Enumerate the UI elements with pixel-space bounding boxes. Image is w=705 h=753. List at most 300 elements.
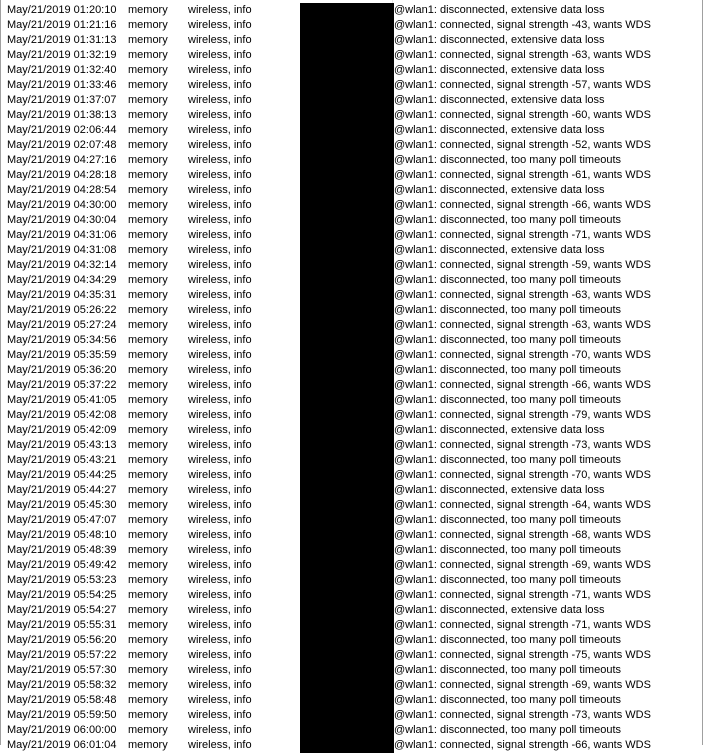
log-row[interactable] — [2, 708, 702, 723]
log-message: @wlan1: connected, signal strength -52, wants WDS — [394, 139, 651, 151]
log-message: @wlan1: connected, signal strength -75, wants WDS — [394, 649, 651, 661]
log-buffer: memory — [128, 289, 168, 301]
log-time: May/21/2019 05:54:27 — [7, 604, 117, 616]
log-prefix-redacted — [300, 153, 394, 168]
log-message: @wlan1: connected, signal strength -63, wants WDS — [394, 289, 651, 301]
log-topics: wireless, info — [188, 79, 252, 91]
log-row[interactable] — [2, 168, 702, 183]
log-prefix-redacted — [300, 738, 394, 753]
log-buffer: memory — [128, 199, 168, 211]
log-buffer: memory — [128, 304, 168, 316]
log-buffer: memory — [128, 724, 168, 736]
log-prefix-redacted — [300, 513, 394, 528]
log-message: @wlan1: disconnected, extensive data loss — [394, 124, 605, 136]
log-topics: wireless, info — [188, 634, 252, 646]
log-buffer: memory — [128, 529, 168, 541]
log-buffer: memory — [128, 514, 168, 526]
log-topics: wireless, info — [188, 304, 252, 316]
log-buffer: memory — [128, 124, 168, 136]
log-buffer: memory — [128, 94, 168, 106]
log-topics: wireless, info — [188, 649, 252, 661]
log-time: May/21/2019 04:31:08 — [7, 244, 117, 256]
log-buffer: memory — [128, 154, 168, 166]
log-topics: wireless, info — [188, 184, 252, 196]
log-buffer: memory — [128, 394, 168, 406]
log-time: May/21/2019 05:27:24 — [7, 319, 117, 331]
log-time: May/21/2019 05:41:05 — [7, 394, 117, 406]
log-message: @wlan1: connected, signal strength -64, wants WDS — [394, 499, 651, 511]
log-message: @wlan1: disconnected, too many poll timeouts — [394, 664, 622, 676]
log-message: @wlan1: disconnected, too many poll timeouts — [394, 214, 622, 226]
log-buffer: memory — [128, 469, 168, 481]
log-row[interactable] — [2, 258, 702, 273]
log-time: May/21/2019 04:30:00 — [7, 199, 117, 211]
log-time: May/21/2019 01:20:10 — [7, 4, 117, 16]
log-row[interactable] — [2, 108, 702, 123]
log-message: @wlan1: connected, signal strength -66, wants WDS — [394, 379, 651, 391]
log-time: May/21/2019 06:01:04 — [7, 739, 117, 751]
log-row[interactable] — [2, 153, 702, 168]
log-prefix-redacted — [300, 213, 394, 228]
log-message: @wlan1: disconnected, extensive data loss — [394, 184, 605, 196]
log-topics: wireless, info — [188, 154, 252, 166]
log-time: May/21/2019 05:48:39 — [7, 544, 117, 556]
log-message: @wlan1: connected, signal strength -66, wants WDS — [394, 199, 651, 211]
log-buffer: memory — [128, 244, 168, 256]
log-time: May/21/2019 05:43:21 — [7, 454, 117, 466]
log-topics: wireless, info — [188, 589, 252, 601]
log-message: @wlan1: disconnected, extensive data loss — [394, 64, 605, 76]
log-topics: wireless, info — [188, 124, 252, 136]
log-topics: wireless, info — [188, 454, 252, 466]
log-prefix-redacted — [300, 288, 394, 303]
log-buffer: memory — [128, 544, 168, 556]
log-prefix-redacted — [300, 33, 394, 48]
log-topics: wireless, info — [188, 469, 252, 481]
log-topics: wireless, info — [188, 34, 252, 46]
log-buffer: memory — [128, 34, 168, 46]
log-time: May/21/2019 04:35:31 — [7, 289, 117, 301]
log-message: @wlan1: disconnected, too many poll timeouts — [394, 364, 622, 376]
log-message: @wlan1: disconnected, too many poll timeouts — [394, 694, 622, 706]
log-topics: wireless, info — [188, 169, 252, 181]
log-prefix-redacted — [300, 663, 394, 678]
log-time: May/21/2019 05:57:30 — [7, 664, 117, 676]
log-buffer: memory — [128, 439, 168, 451]
log-row[interactable] — [2, 33, 702, 48]
log-row[interactable] — [2, 303, 702, 318]
log-message: @wlan1: connected, signal strength -70, wants WDS — [394, 349, 651, 361]
log-prefix-redacted — [300, 408, 394, 423]
log-time: May/21/2019 01:38:13 — [7, 109, 117, 121]
log-row[interactable] — [2, 468, 702, 483]
log-prefix-redacted — [300, 273, 394, 288]
log-time: May/21/2019 04:30:04 — [7, 214, 117, 226]
log-topics: wireless, info — [188, 484, 252, 496]
log-buffer: memory — [128, 334, 168, 346]
log-topics: wireless, info — [188, 394, 252, 406]
log-row[interactable] — [2, 408, 702, 423]
log-topics: wireless, info — [188, 64, 252, 76]
log-row[interactable] — [2, 513, 702, 528]
log-row[interactable] — [2, 678, 702, 693]
log-message: @wlan1: disconnected, too many poll timeouts — [394, 634, 622, 646]
log-time: May/21/2019 05:53:23 — [7, 574, 117, 586]
log-topics: wireless, info — [188, 679, 252, 691]
log-time: May/21/2019 04:28:54 — [7, 184, 117, 196]
log-topics: wireless, info — [188, 109, 252, 121]
log-time: May/21/2019 05:43:13 — [7, 439, 117, 451]
log-prefix-redacted — [300, 393, 394, 408]
log-message: @wlan1: connected, signal strength -71, wants WDS — [394, 589, 651, 601]
log-message: @wlan1: connected, signal strength -60, wants WDS — [394, 109, 651, 121]
log-message: @wlan1: disconnected, too many poll timeouts — [394, 514, 622, 526]
log-message: @wlan1: connected, signal strength -59, wants WDS — [394, 259, 651, 271]
log-message: @wlan1: disconnected, too many poll timeouts — [394, 334, 622, 346]
log-prefix-redacted — [300, 168, 394, 183]
log-message: @wlan1: disconnected, too many poll timeouts — [394, 274, 622, 286]
log-prefix-redacted — [300, 78, 394, 93]
log-row[interactable] — [2, 648, 702, 663]
log-time: May/21/2019 05:48:10 — [7, 529, 117, 541]
log-message: @wlan1: disconnected, extensive data loss — [394, 4, 605, 16]
log-time: May/21/2019 06:00:00 — [7, 724, 117, 736]
log-row[interactable] — [2, 528, 702, 543]
log-buffer: memory — [128, 4, 168, 16]
log-buffer: memory — [128, 739, 168, 751]
log-topics: wireless, info — [188, 619, 252, 631]
log-buffer: memory — [128, 679, 168, 691]
log-message: @wlan1: connected, signal strength -73, wants WDS — [394, 709, 651, 721]
log-prefix-redacted — [300, 138, 394, 153]
log-buffer: memory — [128, 589, 168, 601]
log-message: @wlan1: connected, signal strength -73, wants WDS — [394, 439, 651, 451]
log-prefix-redacted — [300, 363, 394, 378]
log-topics: wireless, info — [188, 379, 252, 391]
log-time: May/21/2019 04:31:06 — [7, 229, 117, 241]
log-row[interactable] — [2, 693, 702, 708]
log-time: May/21/2019 01:32:19 — [7, 49, 117, 61]
log-topics: wireless, info — [188, 319, 252, 331]
log-message: @wlan1: disconnected, too many poll timeouts — [394, 394, 622, 406]
log-buffer: memory — [128, 19, 168, 31]
log-prefix-redacted — [300, 723, 394, 738]
log-prefix-redacted — [300, 588, 394, 603]
log-prefix-redacted — [300, 438, 394, 453]
log-buffer: memory — [128, 709, 168, 721]
log-buffer: memory — [128, 139, 168, 151]
log-prefix-redacted — [300, 303, 394, 318]
log-prefix-redacted — [300, 648, 394, 663]
log-message: @wlan1: connected, signal strength -66, wants WDS — [394, 739, 651, 751]
log-row[interactable] — [2, 558, 702, 573]
log-time: May/21/2019 05:59:50 — [7, 709, 117, 721]
log-buffer: memory — [128, 274, 168, 286]
log-row[interactable] — [2, 243, 702, 258]
log-time: May/21/2019 05:58:32 — [7, 679, 117, 691]
log-prefix-redacted — [300, 543, 394, 558]
log-row[interactable] — [2, 363, 702, 378]
log-topics: wireless, info — [188, 19, 252, 31]
log-message: @wlan1: disconnected, extensive data loss — [394, 94, 605, 106]
log-time: May/21/2019 05:47:07 — [7, 514, 117, 526]
log-row[interactable] — [2, 333, 702, 348]
log-row[interactable] — [2, 483, 702, 498]
log-topics: wireless, info — [188, 244, 252, 256]
log-topics: wireless, info — [188, 529, 252, 541]
log-message: @wlan1: disconnected, extensive data loss — [394, 244, 605, 256]
log-prefix-redacted — [300, 573, 394, 588]
log-row[interactable] — [2, 213, 702, 228]
log-message: @wlan1: disconnected, too many poll timeouts — [394, 154, 622, 166]
log-time: May/21/2019 01:33:46 — [7, 79, 117, 91]
log-buffer: memory — [128, 574, 168, 586]
log-prefix-redacted — [300, 423, 394, 438]
log-prefix-redacted — [300, 108, 394, 123]
log-buffer: memory — [128, 64, 168, 76]
log-message: @wlan1: disconnected, extensive data loss — [394, 604, 605, 616]
log-buffer: memory — [128, 424, 168, 436]
log-row[interactable] — [2, 663, 702, 678]
log-row[interactable] — [2, 18, 702, 33]
log-time: May/21/2019 05:58:48 — [7, 694, 117, 706]
log-buffer: memory — [128, 499, 168, 511]
log-buffer: memory — [128, 319, 168, 331]
log-topics: wireless, info — [188, 604, 252, 616]
log-topics: wireless, info — [188, 259, 252, 271]
log-buffer: memory — [128, 664, 168, 676]
log-prefix-redacted — [300, 618, 394, 633]
log-row[interactable] — [2, 78, 702, 93]
log-prefix-redacted — [300, 468, 394, 483]
log-row[interactable] — [2, 423, 702, 438]
log-row[interactable] — [2, 123, 702, 138]
log-row[interactable] — [2, 288, 702, 303]
log-message: @wlan1: disconnected, too many poll timeouts — [394, 304, 622, 316]
log-topics: wireless, info — [188, 349, 252, 361]
log-topics: wireless, info — [188, 739, 252, 751]
log-row[interactable] — [2, 588, 702, 603]
log-row[interactable] — [2, 198, 702, 213]
log-row[interactable] — [2, 498, 702, 513]
log-time: May/21/2019 02:06:44 — [7, 124, 117, 136]
log-buffer: memory — [128, 364, 168, 376]
log-topics: wireless, info — [188, 544, 252, 556]
log-time: May/21/2019 05:36:20 — [7, 364, 117, 376]
log-prefix-redacted — [300, 453, 394, 468]
log-topics: wireless, info — [188, 94, 252, 106]
log-message: @wlan1: disconnected, extensive data loss — [394, 34, 605, 46]
log-prefix-redacted — [300, 123, 394, 138]
log-row[interactable] — [2, 603, 702, 618]
log-message: @wlan1: disconnected, too many poll timeouts — [394, 574, 622, 586]
log-buffer: memory — [128, 634, 168, 646]
log-message: @wlan1: disconnected, too many poll timeouts — [394, 544, 622, 556]
log-time: May/21/2019 01:37:07 — [7, 94, 117, 106]
log-prefix-redacted — [300, 3, 394, 18]
log-message: @wlan1: connected, signal strength -69, wants WDS — [394, 679, 651, 691]
log-prefix-redacted — [300, 708, 394, 723]
log-topics: wireless, info — [188, 274, 252, 286]
log-message: @wlan1: connected, signal strength -63, wants WDS — [394, 319, 651, 331]
log-row[interactable] — [2, 63, 702, 78]
log-time: May/21/2019 05:34:56 — [7, 334, 117, 346]
log-buffer: memory — [128, 184, 168, 196]
log-topics: wireless, info — [188, 49, 252, 61]
log-prefix-redacted — [300, 48, 394, 63]
log-time: May/21/2019 04:32:14 — [7, 259, 117, 271]
log-prefix-redacted — [300, 198, 394, 213]
log-prefix-redacted — [300, 318, 394, 333]
log-row[interactable] — [2, 438, 702, 453]
log-row[interactable] — [2, 378, 702, 393]
log-buffer: memory — [128, 79, 168, 91]
log-row[interactable] — [2, 543, 702, 558]
log-message: @wlan1: connected, signal strength -79, wants WDS — [394, 409, 651, 421]
log-row[interactable] — [2, 633, 702, 648]
log-buffer: memory — [128, 109, 168, 121]
log-prefix-redacted — [300, 183, 394, 198]
log-buffer: memory — [128, 454, 168, 466]
log-time: May/21/2019 05:57:22 — [7, 649, 117, 661]
log-topics: wireless, info — [188, 229, 252, 241]
log-row[interactable] — [2, 393, 702, 408]
log-buffer: memory — [128, 484, 168, 496]
log-time: May/21/2019 05:44:27 — [7, 484, 117, 496]
log-topics: wireless, info — [188, 499, 252, 511]
log-row[interactable] — [2, 723, 702, 738]
log-message: @wlan1: connected, signal strength -71, wants WDS — [394, 229, 651, 241]
log-buffer: memory — [128, 694, 168, 706]
log-list — [2, 3, 702, 753]
log-row[interactable] — [2, 273, 702, 288]
log-row[interactable] — [2, 453, 702, 468]
log-time: May/21/2019 02:07:48 — [7, 139, 117, 151]
log-row[interactable] — [2, 138, 702, 153]
log-buffer: memory — [128, 379, 168, 391]
log-time: May/21/2019 05:56:20 — [7, 634, 117, 646]
log-message: @wlan1: disconnected, too many poll timeouts — [394, 454, 622, 466]
log-prefix-redacted — [300, 228, 394, 243]
log-topics: wireless, info — [188, 439, 252, 451]
log-row[interactable] — [2, 183, 702, 198]
log-topics: wireless, info — [188, 709, 252, 721]
log-time: May/21/2019 05:45:30 — [7, 499, 117, 511]
log-buffer: memory — [128, 604, 168, 616]
log-prefix-redacted — [300, 603, 394, 618]
log-prefix-redacted — [300, 333, 394, 348]
log-topics: wireless, info — [188, 574, 252, 586]
log-row[interactable] — [2, 618, 702, 633]
log-time: May/21/2019 04:34:29 — [7, 274, 117, 286]
log-topics: wireless, info — [188, 289, 252, 301]
log-prefix-redacted — [300, 378, 394, 393]
log-topics: wireless, info — [188, 664, 252, 676]
log-buffer: memory — [128, 349, 168, 361]
log-buffer: memory — [128, 214, 168, 226]
log-time: May/21/2019 05:49:42 — [7, 559, 117, 571]
log-topics: wireless, info — [188, 424, 252, 436]
log-prefix-redacted — [300, 258, 394, 273]
log-prefix-redacted — [300, 693, 394, 708]
log-prefix-redacted — [300, 483, 394, 498]
log-row[interactable] — [2, 573, 702, 588]
log-buffer: memory — [128, 229, 168, 241]
log-message: @wlan1: connected, signal strength -61, wants WDS — [394, 169, 651, 181]
log-topics: wireless, info — [188, 724, 252, 736]
log-row[interactable] — [2, 738, 702, 753]
log-row[interactable] — [2, 93, 702, 108]
log-message: @wlan1: disconnected, extensive data loss — [394, 484, 605, 496]
log-message: @wlan1: connected, signal strength -68, wants WDS — [394, 529, 651, 541]
log-prefix-redacted — [300, 633, 394, 648]
log-topics: wireless, info — [188, 514, 252, 526]
log-topics: wireless, info — [188, 694, 252, 706]
log-buffer: memory — [128, 259, 168, 271]
log-row[interactable] — [2, 348, 702, 363]
log-prefix-redacted — [300, 93, 394, 108]
log-time: May/21/2019 05:42:08 — [7, 409, 117, 421]
log-prefix-redacted — [300, 243, 394, 258]
log-topics: wireless, info — [188, 214, 252, 226]
log-time: May/21/2019 04:28:18 — [7, 169, 117, 181]
log-time: May/21/2019 04:27:16 — [7, 154, 117, 166]
log-time: May/21/2019 05:35:59 — [7, 349, 117, 361]
log-time: May/21/2019 05:44:25 — [7, 469, 117, 481]
log-time: May/21/2019 05:42:09 — [7, 424, 117, 436]
log-message: @wlan1: disconnected, extensive data loss — [394, 424, 605, 436]
log-time: May/21/2019 05:55:31 — [7, 619, 117, 631]
log-buffer: memory — [128, 49, 168, 61]
log-prefix-redacted — [300, 348, 394, 363]
log-message: @wlan1: disconnected, too many poll timeouts — [394, 724, 622, 736]
log-time: May/21/2019 01:32:40 — [7, 64, 117, 76]
log-buffer: memory — [128, 649, 168, 661]
log-topics: wireless, info — [188, 334, 252, 346]
log-prefix-redacted — [300, 498, 394, 513]
log-message: @wlan1: connected, signal strength -57, wants WDS — [394, 79, 651, 91]
log-time: May/21/2019 05:26:22 — [7, 304, 117, 316]
log-topics: wireless, info — [188, 364, 252, 376]
log-topics: wireless, info — [188, 559, 252, 571]
log-message: @wlan1: connected, signal strength -43, wants WDS — [394, 19, 651, 31]
log-topics: wireless, info — [188, 199, 252, 211]
log-time: May/21/2019 01:31:13 — [7, 34, 117, 46]
log-prefix-redacted — [300, 678, 394, 693]
log-row[interactable] — [2, 48, 702, 63]
log-topics: wireless, info — [188, 4, 252, 16]
log-message: @wlan1: connected, signal strength -63, wants WDS — [394, 49, 651, 61]
log-buffer: memory — [128, 409, 168, 421]
log-topics: wireless, info — [188, 139, 252, 151]
log-row[interactable] — [2, 3, 702, 18]
log-topics: wireless, info — [188, 409, 252, 421]
log-row[interactable] — [2, 318, 702, 333]
log-buffer: memory — [128, 559, 168, 571]
log-buffer: memory — [128, 169, 168, 181]
log-time: May/21/2019 05:54:25 — [7, 589, 117, 601]
log-prefix-redacted — [300, 63, 394, 78]
log-prefix-redacted — [300, 558, 394, 573]
log-time: May/21/2019 01:21:16 — [7, 19, 117, 31]
log-prefix-redacted — [300, 528, 394, 543]
log-message: @wlan1: connected, signal strength -70, wants WDS — [394, 469, 651, 481]
log-message: @wlan1: connected, signal strength -69, wants WDS — [394, 559, 651, 571]
log-message: @wlan1: connected, signal strength -71, wants WDS — [394, 619, 651, 631]
log-time: May/21/2019 05:37:22 — [7, 379, 117, 391]
log-row[interactable] — [2, 228, 702, 243]
log-buffer: memory — [128, 619, 168, 631]
